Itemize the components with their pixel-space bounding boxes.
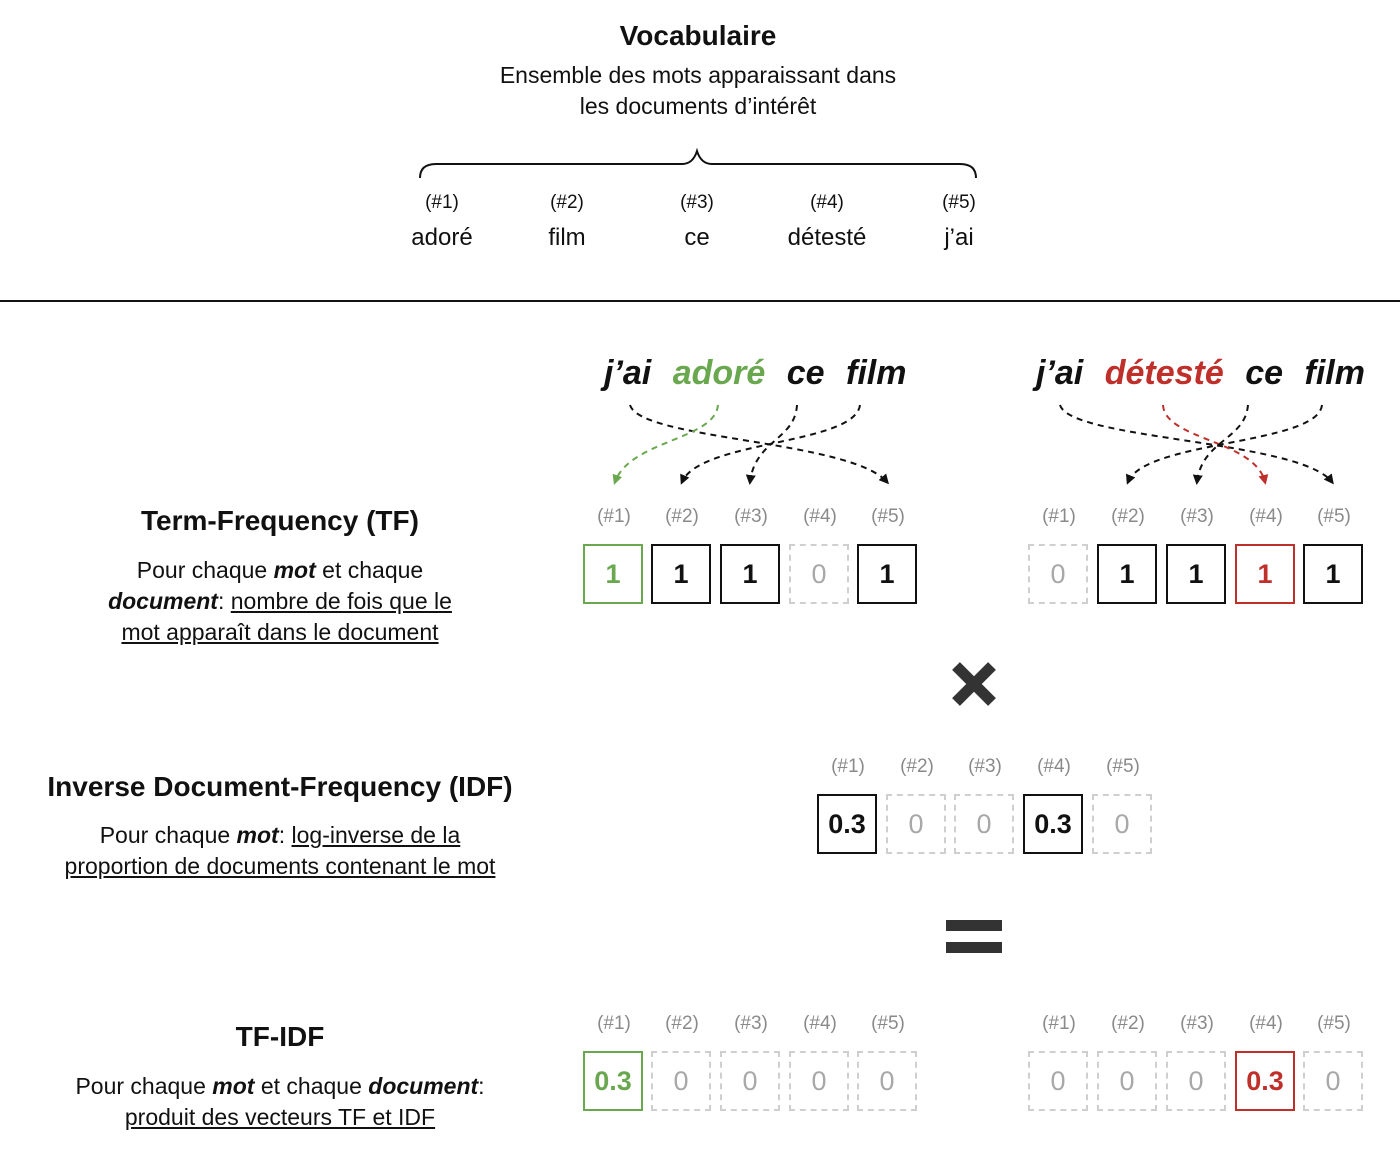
multiply-icon bbox=[950, 660, 998, 708]
equals-icon bbox=[946, 918, 1002, 956]
tfidf-doc1-index: (#4) bbox=[803, 1013, 837, 1034]
idf-desc-underlined: log-inverse de la bbox=[291, 822, 461, 848]
arrow-adore-to-1 bbox=[615, 405, 718, 482]
tf-doc1-index: (#3) bbox=[734, 506, 768, 527]
tfidf-doc2-cell-4: 0.3 bbox=[1235, 1051, 1295, 1111]
vocab-subtitle-line2: les documents d’intérêt bbox=[579, 93, 817, 119]
word-deteste: détesté bbox=[1104, 354, 1224, 392]
tfidf-doc1-cell-3: 0 bbox=[720, 1051, 780, 1111]
arrow-deteste-to-4 bbox=[1163, 405, 1265, 482]
arrow-film-to-2 bbox=[682, 405, 860, 482]
tfidf-doc2-index: (#2) bbox=[1111, 1013, 1145, 1034]
idf-cell-4: 0.3 bbox=[1023, 794, 1083, 854]
tf-desc-underlined: mot apparaît dans le document bbox=[121, 619, 439, 645]
idf-desc-text: Pour chaque bbox=[99, 822, 237, 848]
tf-doc1-cell-5: 1 bbox=[857, 544, 917, 604]
idf-cell-3: 0 bbox=[954, 794, 1014, 854]
tfidf-doc1-cell-5: 0 bbox=[857, 1051, 917, 1111]
vocab-index-5: (#5) bbox=[942, 192, 976, 213]
vocab-index-4: (#4) bbox=[810, 192, 844, 213]
vocab-title: Vocabulaire bbox=[619, 20, 777, 51]
vocab-word-4: détesté bbox=[787, 224, 867, 251]
tfidf-doc1-cell-4: 0 bbox=[789, 1051, 849, 1111]
word-ce: ce bbox=[1245, 354, 1284, 392]
tf-doc2-index: (#3) bbox=[1180, 506, 1214, 527]
tf-doc2-cell-2: 1 bbox=[1097, 544, 1157, 604]
vocab-word-5: j’ai bbox=[944, 224, 974, 251]
tfidf-description bbox=[30, 1071, 530, 1133]
tfidf-doc2-cell-2: 0 bbox=[1097, 1051, 1157, 1111]
arrow-film-to-2 bbox=[1128, 405, 1322, 482]
tfidf-doc2-index: (#1) bbox=[1042, 1013, 1076, 1034]
tf-title: Term-Frequency (TF) bbox=[141, 505, 419, 536]
tfidf-title: TF-IDF bbox=[235, 1021, 325, 1052]
tf-desc-text: et chaque bbox=[315, 557, 424, 583]
vocab-word-3: ce bbox=[684, 224, 710, 251]
idf-index: (#1) bbox=[831, 756, 865, 777]
word-film: film bbox=[1304, 354, 1365, 392]
vocab-word-2: film bbox=[548, 224, 586, 251]
idf-desc-underlined: proportion de documents contenant le mot bbox=[64, 853, 496, 879]
tf-desc-document: document bbox=[108, 588, 218, 614]
idf-index: (#2) bbox=[900, 756, 934, 777]
arrow-jai-to-5 bbox=[630, 405, 887, 482]
vocab-index-3: (#3) bbox=[680, 192, 714, 213]
tfidf-doc2-index: (#3) bbox=[1180, 1013, 1214, 1034]
word-jai: j’ai bbox=[1036, 354, 1084, 392]
word-adore: adoré bbox=[672, 354, 766, 392]
word-jai: j’ai bbox=[604, 354, 652, 392]
idf-title: Inverse Document-Frequency (IDF) bbox=[47, 771, 513, 802]
word-film: film bbox=[846, 354, 907, 392]
tfidf-doc1-index: (#3) bbox=[734, 1013, 768, 1034]
tfidf-doc2-cell-3: 0 bbox=[1166, 1051, 1226, 1111]
tf-doc1-index: (#4) bbox=[803, 506, 837, 527]
tf-doc2-cell-4: 1 bbox=[1235, 544, 1295, 604]
vocab-subtitle-line1: Ensemble des mots apparaissant dans bbox=[499, 62, 897, 88]
word-ce: ce bbox=[786, 354, 825, 392]
tfidf-desc-mot: mot bbox=[212, 1073, 255, 1099]
tfidf-doc2-cell-5: 0 bbox=[1303, 1051, 1363, 1111]
tfidf-doc1-index: (#1) bbox=[597, 1013, 631, 1034]
tf-desc-mot: mot bbox=[273, 557, 316, 583]
vocab-index-2: (#2) bbox=[550, 192, 584, 213]
tfidf-doc1-index: (#5) bbox=[871, 1013, 905, 1034]
tfidf-doc1-index: (#2) bbox=[665, 1013, 699, 1034]
idf-index: (#3) bbox=[968, 756, 1002, 777]
tfidf-desc-text: et chaque bbox=[254, 1073, 369, 1099]
tf-doc2-cell-3: 1 bbox=[1166, 544, 1226, 604]
vocab-index-1: (#1) bbox=[425, 192, 459, 213]
tf-doc1-cell-4: 0 bbox=[789, 544, 849, 604]
tfidf-desc-text: : bbox=[478, 1073, 485, 1099]
idf-cell-2: 0 bbox=[886, 794, 946, 854]
mapping-arrows bbox=[0, 0, 1400, 500]
tfidf-doc1-cell-1: 0.3 bbox=[583, 1051, 643, 1111]
idf-desc-mot: mot bbox=[236, 822, 279, 848]
tfidf-doc2-index: (#4) bbox=[1249, 1013, 1283, 1034]
vocab-word-1: adoré bbox=[411, 224, 473, 251]
tf-doc1-index: (#5) bbox=[871, 506, 905, 527]
tf-doc2-cell-5: 1 bbox=[1303, 544, 1363, 604]
idf-cell-5: 0 bbox=[1092, 794, 1152, 854]
tf-desc-text: Pour chaque bbox=[136, 557, 274, 583]
tf-doc1-cell-1: 1 bbox=[583, 544, 643, 604]
idf-desc-text: : bbox=[278, 822, 292, 848]
tfidf-desc-document: document bbox=[368, 1073, 479, 1099]
tfidf-desc-text: Pour chaque bbox=[75, 1073, 213, 1099]
arrow-ce-to-3 bbox=[750, 405, 797, 482]
arrow-jai-to-5 bbox=[1060, 405, 1332, 482]
idf-index: (#4) bbox=[1037, 756, 1071, 777]
tf-doc2-index: (#1) bbox=[1042, 506, 1076, 527]
tfidf-desc-underlined: produit des vecteurs TF et IDF bbox=[124, 1104, 436, 1130]
tf-doc2-cell-1: 0 bbox=[1028, 544, 1088, 604]
tf-doc2-index: (#4) bbox=[1249, 506, 1283, 527]
tf-doc2-index: (#2) bbox=[1111, 506, 1145, 527]
tf-doc1-cell-2: 1 bbox=[651, 544, 711, 604]
tfidf-doc1-cell-2: 0 bbox=[651, 1051, 711, 1111]
tf-desc-text: : bbox=[217, 588, 231, 614]
tfidf-doc2-index: (#5) bbox=[1317, 1013, 1351, 1034]
tf-doc1-index: (#1) bbox=[597, 506, 631, 527]
idf-index: (#5) bbox=[1106, 756, 1140, 777]
idf-description bbox=[10, 820, 550, 882]
idf-cell-1: 0.3 bbox=[817, 794, 877, 854]
tf-doc1-cell-3: 1 bbox=[720, 544, 780, 604]
tf-doc1-index: (#2) bbox=[665, 506, 699, 527]
tfidf-doc2-cell-1: 0 bbox=[1028, 1051, 1088, 1111]
tf-description bbox=[40, 555, 520, 648]
tf-doc2-index: (#5) bbox=[1317, 506, 1351, 527]
tf-desc-underlined: nombre de fois que le bbox=[230, 588, 452, 614]
